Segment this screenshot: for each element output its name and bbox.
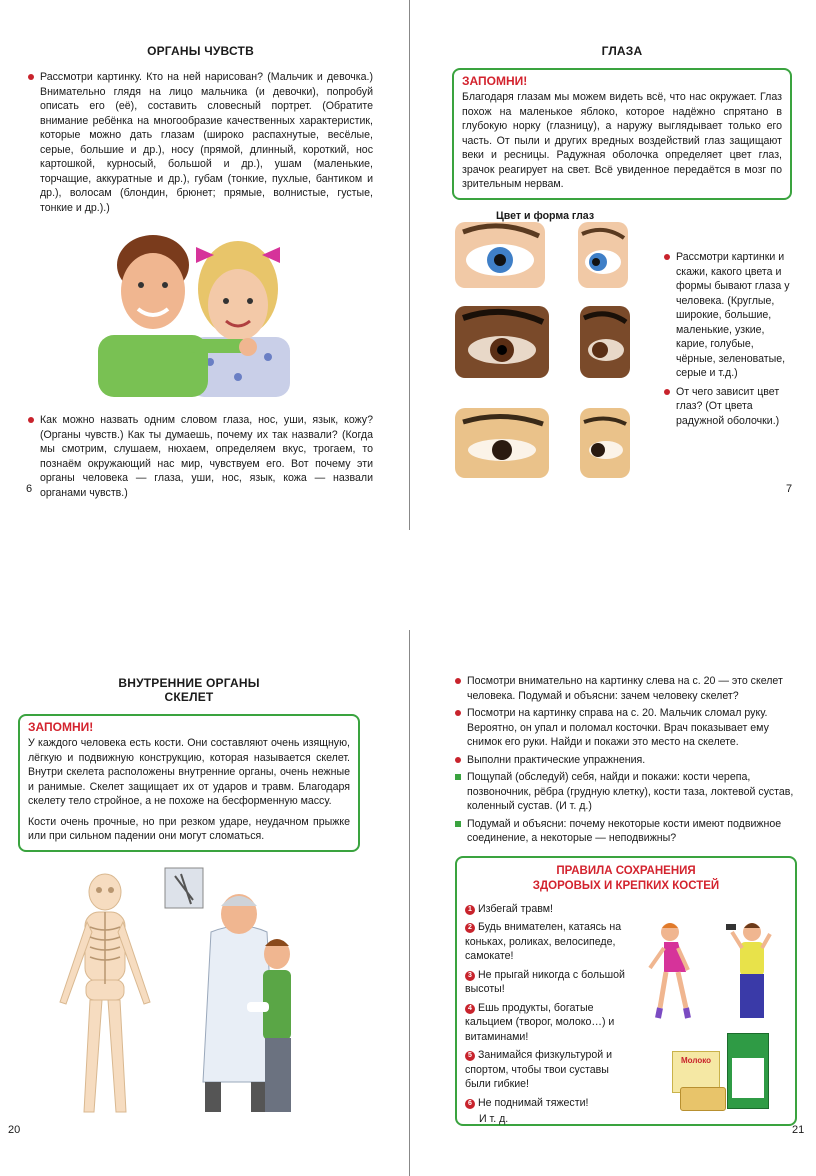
square-bullet-icon: [455, 821, 461, 827]
eye-brown-dark-side: [580, 306, 630, 378]
rule-item: [465, 902, 625, 917]
list-item: [455, 706, 797, 750]
eye-blue-front: [455, 222, 545, 288]
list-item: [664, 385, 792, 429]
page-subtitle: СКЕЛЕТ: [164, 690, 214, 704]
number-badge-icon: 4: [465, 1004, 475, 1014]
remember-text: У каждого человека есть кости. Они составляют очень изящную, лёгкую и подвижную конструкцию, которая называется скелет. Внутри скелета расположены внутренние органы, очень нежные и ранимые. Скелет защищает их от ударов и травм. Благодаря скелету тело стройное, а не похоже на бесформенную массу.: [28, 737, 350, 807]
square-bullet-icon: [455, 774, 461, 780]
page-title: ГЛАЗА: [601, 44, 643, 58]
rule-etc: И т. д.: [479, 1113, 509, 1125]
rule-text: Не прыгай никогда с большой высоты!: [465, 968, 625, 995]
eyes-caption: Цвет и форма глаз: [496, 209, 595, 222]
bullet-icon: [664, 389, 670, 395]
rule-item: [465, 920, 625, 964]
number-badge-icon: 2: [465, 923, 475, 933]
skeleton-illustration: [50, 872, 160, 1122]
rule-item: [465, 1001, 625, 1045]
remember-text: Благодаря глазам мы можем видеть всё, что нас окружает. Глаз похож на маленькое яблоко, которое надёжно спрятано в глубокую норку (глазницу), а наружу выглядывает только его часть. От пыли и других вредных воздействий глаз защищают веки и ресницы. Радужная оболочка определяет цвет глаз, зрачок реагирует на свет. Всё увиденное передаётся в мозг по зрительным нервам.: [462, 91, 782, 190]
rule-text: Будь внимателен, катаясь на коньках, роликах, велосипеде, самокате!: [465, 921, 622, 962]
page-21: [455, 674, 797, 1126]
number-badge-icon: 1: [465, 905, 475, 915]
rule-item: [465, 1096, 625, 1111]
list-item: [455, 674, 797, 703]
remember-box: [452, 68, 792, 200]
bullet-icon: [28, 417, 34, 423]
bullet-icon: [455, 678, 461, 684]
paragraph: Рассмотри картинку. Кто на ней нарисован? (Мальчик и девочка.) Внимательно глядя на лицо мальчика (и девочки), попробуй описать его (её), составить словесный портрет. (Обратите внимание ребёнка на многообразие качественных характеристик, которые можно дать глазам (широко распахнутые, весёлые, серые, большие и др.), носу (прямой, длинный, короткий, нос картошкой, курносый, большой и др.), ушам (маленькие, торчащие, аккуратные и др.), губам (тонкие, пухлые, бантиком и др.), волосам (блондин, брюнет; прямые, волнистые, густые, тонкие и др.).): [40, 71, 373, 214]
eye-brown-dark-front: [455, 306, 549, 378]
list-item: [455, 753, 797, 768]
milk-carton: [727, 1033, 769, 1109]
list-item: [28, 70, 373, 215]
page-6: [28, 44, 373, 503]
list-item: [455, 817, 797, 846]
rule-text: Ешь продукты, богатые кальцием (творог, молоко…) и витаминами!: [465, 1001, 615, 1043]
rules-list: [465, 902, 625, 1127]
list-text: Пощупай (обследуй) себя, найди и покажи: кости черепа, позвоночник, рёбра (грудную клетку), кости таза, локтевой сустав, коленный сустав. (И т. д.): [467, 771, 794, 812]
page-number: 7: [786, 483, 793, 495]
page-divider-top: [409, 0, 410, 530]
eye-narrow-side: [580, 408, 630, 478]
dairy-illustration: [672, 1033, 782, 1113]
yogurt-cup: [680, 1087, 726, 1111]
bullet-icon: [455, 757, 461, 763]
rule-text: Не поднимай тяжести!: [478, 1096, 589, 1109]
question-text: Рассмотри картинки и скажи, какого цвета и формы бывают глаза у человека. (Круглые, широкие, большие, маленькие, узкие, карие, голубые, чёрные, зеленоватые, серые и т.д.): [676, 251, 790, 379]
paragraph: Как можно назвать одним словом глаза, нос, уши, язык, кожу? (Органы чувств.) Как ты думаешь, почему их так назвали? (Когда мы смотрим, слушаем, нюхаем, определяем вкус, трогаем, то познаём окружающий нас мир, чувствуем его. Вот почему эти органы человека — глаза, уши, нос, язык, кожа — назвали органами чувств.): [40, 414, 373, 499]
page-20: [18, 676, 360, 852]
list-item: [664, 250, 792, 381]
rule-text: Избегай травм!: [478, 902, 553, 915]
list-text: Посмотри на картинку справа на с. 20. Мальчик сломал руку. Вероятно, он упал и поломал косточки. Врач показывает ему снимок его руки. Найди и покажи это место на скелете.: [467, 707, 769, 748]
rules-title-line: ЗДОРОВЫХ И КРЕПКИХ КОСТЕЙ: [532, 879, 720, 892]
page-divider-bottom: [409, 630, 410, 1176]
rule-item: [465, 968, 625, 997]
page-number: 20: [8, 1124, 21, 1136]
list-text: Выполни практические упражнения.: [467, 753, 646, 766]
bullet-icon: [455, 710, 461, 716]
rule-item: [465, 1048, 625, 1092]
page-number: 21: [792, 1124, 805, 1136]
question-text: От чего зависит цвет глаз? (От цвета радужной оболочки.): [676, 385, 780, 427]
milk-carton-label: [732, 1058, 764, 1098]
bullet-icon: [664, 254, 670, 260]
remember-box: [18, 714, 360, 852]
remember-text: Кости очень прочные, но при резком ударе, неудачном прыжке или при сильном падении они могут сломаться.: [28, 815, 350, 842]
children-illustration: [98, 227, 298, 397]
rules-box: [455, 856, 797, 1126]
page-number: 6: [26, 483, 33, 495]
doctor-boy-illustration: [155, 862, 325, 1122]
eyes-questions: [664, 250, 792, 431]
list-item: [455, 770, 797, 814]
page-7: [452, 44, 792, 222]
list-item: [28, 413, 373, 500]
list-text: Посмотри внимательно на картинку слева на с. 20 — это скелет человека. Подумай и объясни: зачем человеку скелет?: [467, 675, 783, 702]
page-title: ОРГАНЫ ЧУВСТВ: [147, 44, 254, 58]
rules-title-line: ПРАВИЛА СОХРАНЕНИЯ: [556, 864, 696, 877]
remember-title: ЗАПОМНИ!: [462, 74, 528, 88]
rules-title: [465, 864, 787, 894]
number-badge-icon: 6: [465, 1099, 475, 1109]
eye-blue-side: [578, 222, 628, 288]
exercising-kids-illustration: [642, 918, 792, 1028]
milk-label: Молоко: [681, 1055, 711, 1065]
number-badge-icon: 3: [465, 971, 475, 981]
bullet-icon: [28, 74, 34, 80]
page-title: ВНУТРЕННИЕ ОРГАНЫ: [118, 676, 260, 690]
number-badge-icon: 5: [465, 1051, 475, 1061]
remember-title: ЗАПОМНИ!: [28, 720, 94, 734]
rule-text: Занимайся физкультурой и спортом, чтобы твои суставы были гибкие!: [465, 1049, 613, 1090]
list-text: Подумай и объясни: почему некоторые кости имеют подвижное соединение, а некоторые — неподвижны?: [467, 817, 782, 844]
eye-narrow-front: [455, 408, 549, 478]
